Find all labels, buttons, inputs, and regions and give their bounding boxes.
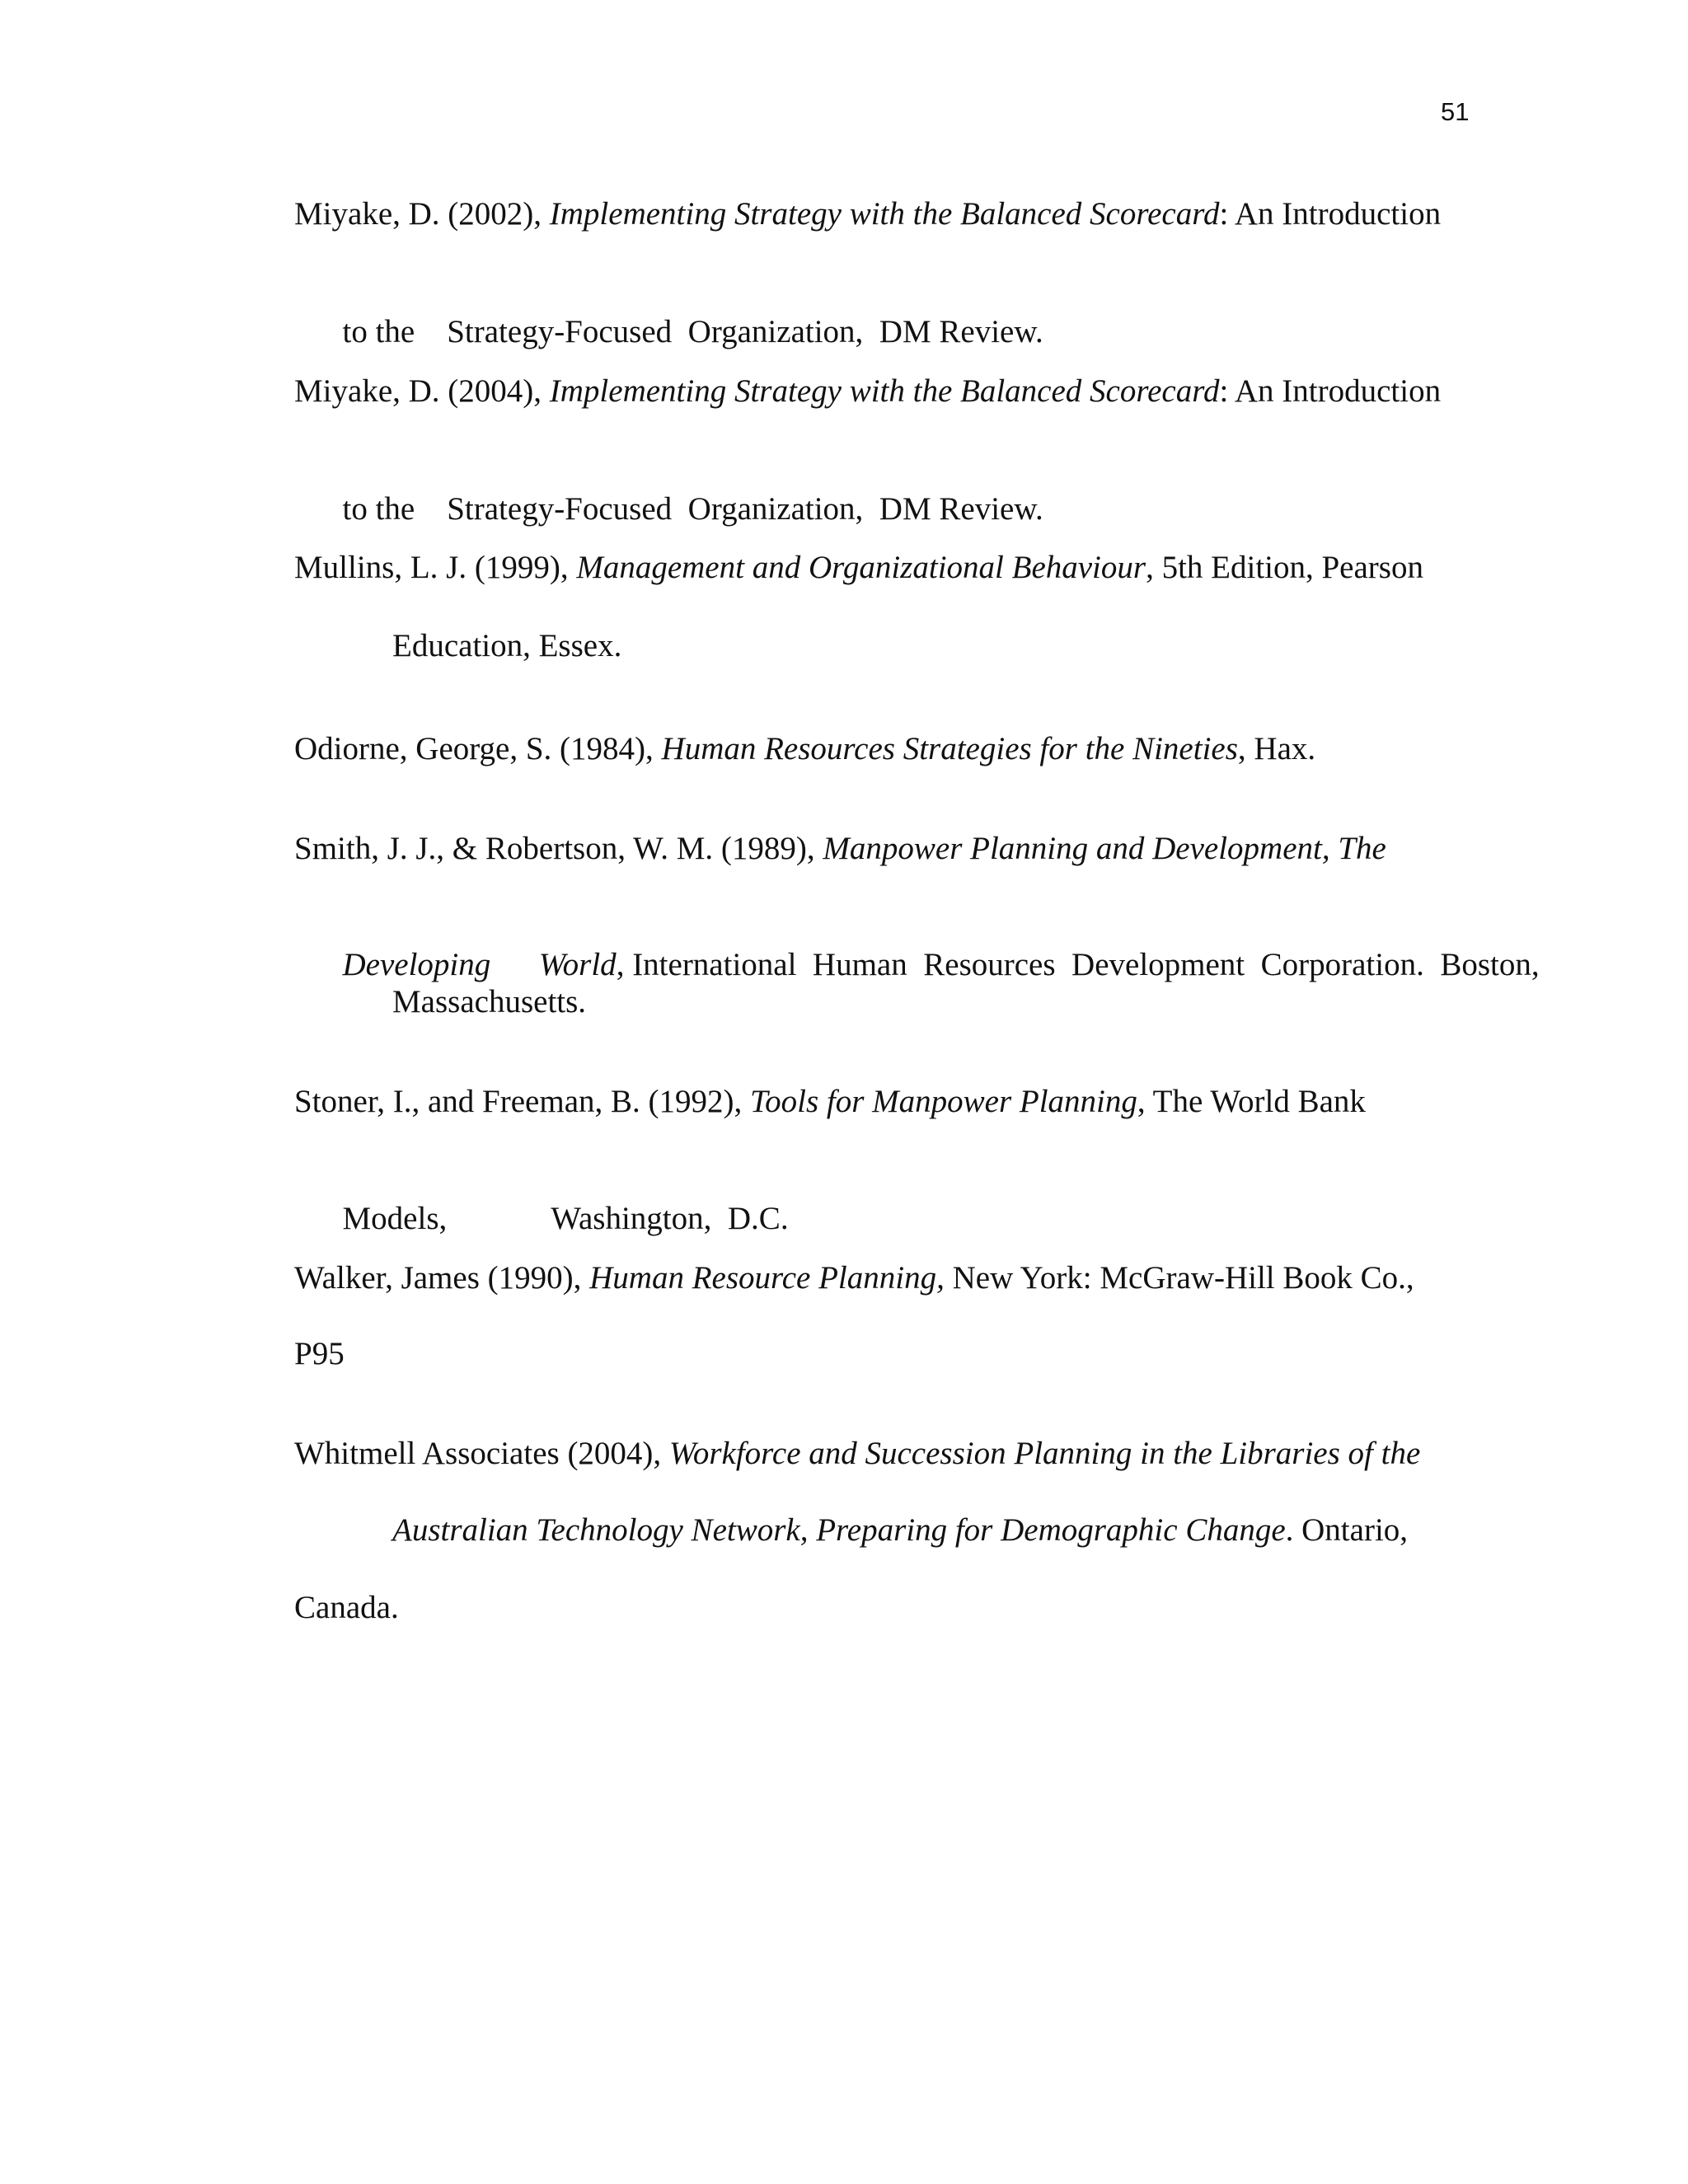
page-number: 51 <box>1441 97 1470 126</box>
text-segment: Models, Washington, D.C. <box>342 1200 789 1236</box>
reference-walker-line-2 <box>294 1334 345 1375</box>
text-segment: Whitmell Associates (2004), <box>294 1436 669 1471</box>
book-title: Australian Technology Network, Preparing for Demographic Change <box>392 1512 1286 1548</box>
text-segment: to the Strategy-Focused Organization, DM Review. <box>342 490 1043 527</box>
reference-smith-line-1 <box>294 829 1386 869</box>
text-segment: . Ontario, <box>1285 1512 1409 1548</box>
book-title: Tools for Manpower Planning <box>750 1084 1137 1119</box>
text-segment: Walker, James (1990), <box>294 1260 590 1296</box>
text-segment: Stoner, I., and Freeman, B. (1992), <box>294 1084 750 1119</box>
book-title: Implementing Strategy with the Balanced Scorecard <box>549 373 1220 409</box>
text-segment: New York: McGraw-Hill Book Co., <box>944 1260 1414 1296</box>
reference-odiorne-line-1 <box>294 729 1315 770</box>
text-segment: Smith, J. J., & Robertson, W. M. (1989), <box>294 831 823 866</box>
book-title: Implementing Strategy with the Balanced Scorecard <box>549 196 1220 232</box>
text-segment: to the Strategy-Focused Organization, DM Review. <box>342 313 1043 349</box>
text-segment: , The World Bank <box>1137 1084 1366 1119</box>
book-title: Human Resource Planning, <box>589 1260 945 1296</box>
book-title: Human Resources Strategies for the Nineties <box>661 731 1238 766</box>
text-segment: : An Introduction <box>1219 373 1442 409</box>
text-segment: Education, Essex. <box>392 628 622 663</box>
text-segment: Miyake, D. (2002), <box>294 196 550 232</box>
reference-walker-line-1 <box>294 1258 1414 1299</box>
text-segment: P95 <box>294 1336 345 1371</box>
book-title: Manpower Planning and Development, The <box>823 831 1386 866</box>
text-segment: , Hax. <box>1237 731 1316 766</box>
text-segment: , International Human Resources Development Corporation. Boston, <box>616 946 1540 982</box>
reference-miyake-2002-line-1 <box>294 194 1441 235</box>
reference-stoner-line-1 <box>294 1082 1366 1122</box>
reference-whitmell-line-2 <box>392 1511 1408 1551</box>
text-segment: Massachusetts. <box>392 984 587 1019</box>
reference-miyake-2004-line-1 <box>294 372 1441 412</box>
book-title: Developing World <box>342 946 617 982</box>
reference-mullins-line-1 <box>294 548 1423 588</box>
text-segment: : An Introduction <box>1219 196 1442 232</box>
text-segment: Miyake, D. (2004), <box>294 373 550 409</box>
book-title: Management and Organizational Behaviour <box>576 550 1146 585</box>
text-segment: Odiorne, George, S. (1984), <box>294 731 662 766</box>
text-segment: Canada. <box>294 1590 399 1625</box>
text-segment: , 5th Edition, Pearson <box>1146 550 1423 585</box>
reference-smith-line-3 <box>392 982 586 1023</box>
text-segment: Mullins, L. J. (1999), <box>294 550 577 585</box>
book-title: Workforce and Succession Planning in the Libraries of the <box>668 1436 1421 1471</box>
reference-whitmell-line-3 <box>294 1588 399 1629</box>
reference-whitmell-line-1 <box>294 1434 1420 1474</box>
reference-mullins-line-2 <box>392 626 621 667</box>
